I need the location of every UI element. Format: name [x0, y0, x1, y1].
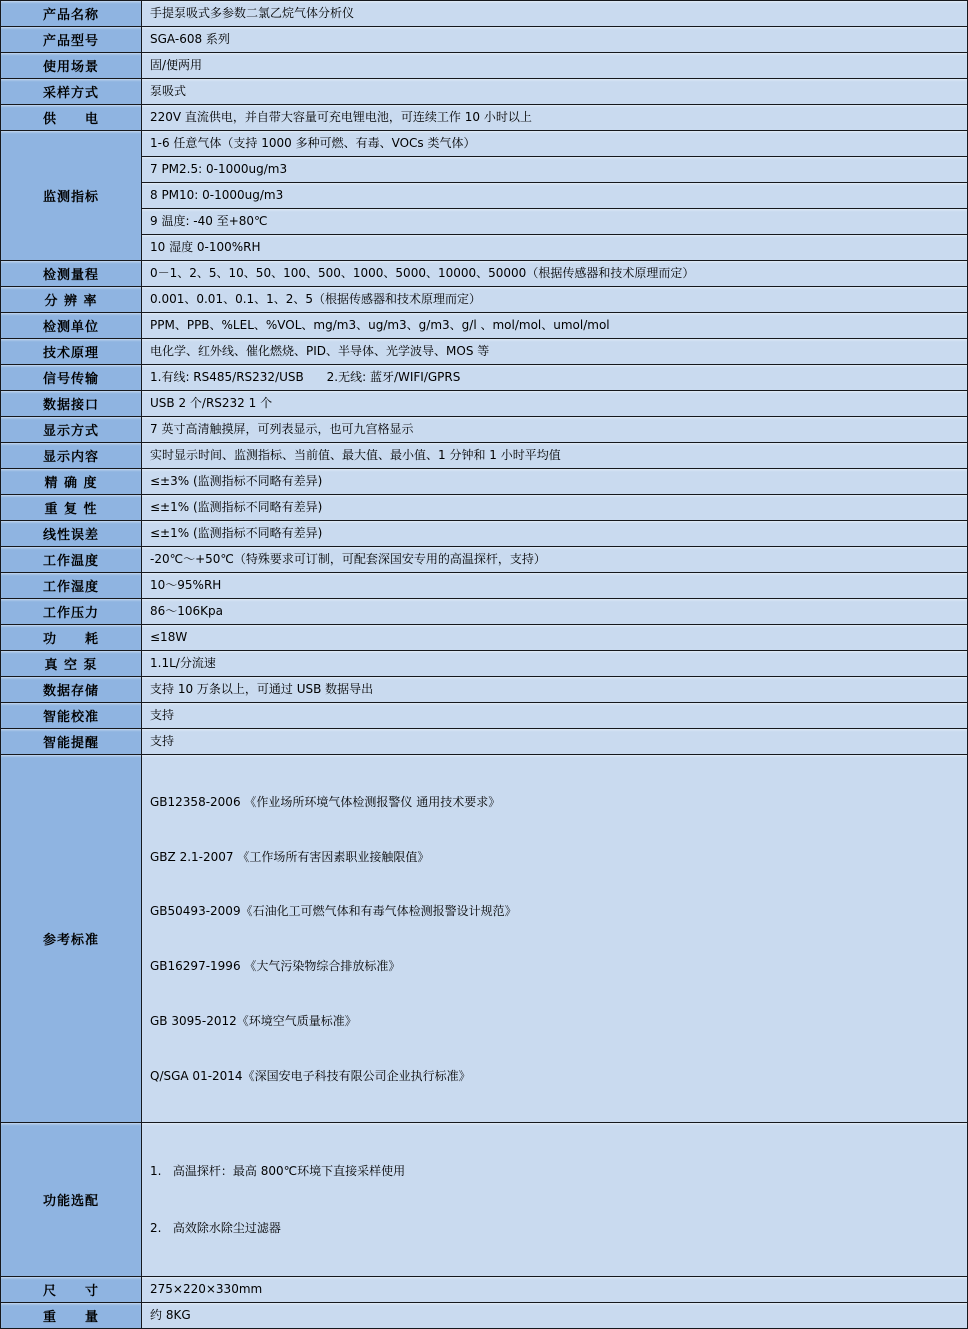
row-value: -20℃～+50℃（特殊要求可订制，可配套深国安专用的高温探杆，支持） [142, 547, 968, 573]
table-row [1, 469, 968, 495]
table-row-monitoring [1, 157, 968, 183]
table-row [1, 391, 968, 417]
row-label: 检测单位 [1, 313, 142, 339]
row-value-multiline [142, 755, 968, 1123]
table-row [1, 313, 968, 339]
row-value: 10～95%RH [142, 573, 968, 599]
row-label: 产品型号 [1, 27, 142, 53]
row-label: 信号传输 [1, 365, 142, 391]
row-label: 检测量程 [1, 261, 142, 287]
table-row [1, 105, 968, 131]
row-value: 支持 [142, 703, 968, 729]
row-value: 实时显示时间、监测指标、当前值、最大值、最小值、1 分钟和 1 小时平均值 [142, 443, 968, 469]
row-subvalue: 8 PM10: 0-1000ug/m3 [142, 183, 968, 209]
table-row-reference-standards [1, 755, 968, 1123]
row-label: 线性误差 [1, 521, 142, 547]
table-row [1, 417, 968, 443]
row-label: 参考标准 [1, 755, 142, 1123]
table-row [1, 625, 968, 651]
row-value: 0.001、0.01、0.1、1、2、5（根据传感器和技术原理而定） [142, 287, 968, 313]
table-row [1, 1, 968, 27]
standard-line: GB50493-2009《石油化工可燃气体和有毒气体检测报警设计规范》 [150, 904, 517, 919]
row-value: 86～106Kpa [142, 599, 968, 625]
row-label: 显示内容 [1, 443, 142, 469]
table-row [1, 677, 968, 703]
row-value: 手提泵吸式多参数二氯乙烷气体分析仪 [142, 1, 968, 27]
row-value: 支持 [142, 729, 968, 755]
table-row-monitoring [1, 209, 968, 235]
table-row [1, 729, 968, 755]
table-row [1, 365, 968, 391]
row-label: 工作压力 [1, 599, 142, 625]
table-row [1, 1276, 968, 1302]
row-subvalue: 9 温度: -40 至+80℃ [142, 209, 968, 235]
row-label: 供 电 [1, 105, 142, 131]
row-label: 功 耗 [1, 625, 142, 651]
row-label: 智能校准 [1, 703, 142, 729]
row-label: 重 复 性 [1, 495, 142, 521]
row-label: 使用场景 [1, 53, 142, 79]
table-row [1, 547, 968, 573]
table-row [1, 53, 968, 79]
row-subvalue: 7 PM2.5: 0-1000ug/m3 [142, 157, 968, 183]
table-row [1, 443, 968, 469]
row-label: 尺 寸 [1, 1276, 142, 1302]
row-label: 真 空 泵 [1, 651, 142, 677]
table-row [1, 261, 968, 287]
row-subvalue: 1-6 任意气体（支持 1000 多种可燃、有毒、VOCs 类气体） [142, 131, 968, 157]
table-row-optional-features [1, 1123, 968, 1276]
row-value: PPM、PPB、%LEL、%VOL、mg/m3、ug/m3、g/m3、g/l 、mol/mol、umol/mol [142, 313, 968, 339]
row-label: 技术原理 [1, 339, 142, 365]
table-row [1, 495, 968, 521]
row-value: USB 2 个/RS232 1 个 [142, 391, 968, 417]
row-value: 7 英寸高清触摸屏，可列表显示，也可九宫格显示 [142, 417, 968, 443]
table-row-monitoring [1, 131, 968, 157]
table-row [1, 573, 968, 599]
row-value: 220V 直流供电，并自带大容量可充电锂电池，可连续工作 10 小时以上 [142, 105, 968, 131]
table-row-monitoring [1, 183, 968, 209]
row-label: 产品名称 [1, 1, 142, 27]
row-value-multiline [142, 1123, 968, 1276]
table-row [1, 521, 968, 547]
row-label: 分 辨 率 [1, 287, 142, 313]
row-value: ≤±3% (监测指标不同略有差异) [142, 469, 968, 495]
row-label: 显示方式 [1, 417, 142, 443]
table-row [1, 651, 968, 677]
row-label: 数据接口 [1, 391, 142, 417]
row-value: 0－1、2、5、10、50、100、500、1000、5000、10000、50000（根据传感器和技术原理而定） [142, 261, 968, 287]
table-row [1, 27, 968, 53]
table-row [1, 339, 968, 365]
row-label: 精 确 度 [1, 469, 142, 495]
row-value: 1.有线: RS485/RS232/USB 2.无线: 蓝牙/WIFI/GPRS [142, 365, 968, 391]
row-value: 支持 10 万条以上，可通过 USB 数据导出 [142, 677, 968, 703]
option-line: 1. 高温探杆：最高 800℃环境下直接采样使用 [150, 1164, 406, 1179]
row-label: 采样方式 [1, 79, 142, 105]
row-value: ≤±1% (监测指标不同略有差异) [142, 495, 968, 521]
standard-line: GB16297-1996 《大气污染物综合排放标准》 [150, 959, 401, 974]
standard-line: GBZ 2.1-2007 《工作场所有害因素职业接触限值》 [150, 849, 430, 864]
table-row-monitoring [1, 235, 968, 261]
row-label: 功能选配 [1, 1123, 142, 1276]
row-subvalue: 10 湿度 0-100%RH [142, 235, 968, 261]
table-row [1, 79, 968, 105]
table-row [1, 1302, 968, 1328]
standard-line: GB 3095-2012《环境空气质量标准》 [150, 1013, 357, 1028]
row-label: 工作温度 [1, 547, 142, 573]
table-row [1, 287, 968, 313]
row-value: ≤18W [142, 625, 968, 651]
table-row [1, 703, 968, 729]
row-value: SGA-608 系列 [142, 27, 968, 53]
row-value: 1.1L/分流速 [142, 651, 968, 677]
row-value: 固/便两用 [142, 53, 968, 79]
row-label: 重 量 [1, 1302, 142, 1328]
row-label: 数据存储 [1, 677, 142, 703]
row-label: 监测指标 [1, 131, 142, 261]
row-value: 约 8KG [142, 1302, 968, 1328]
standard-line: Q/SGA 01-2014《深国安电子科技有限公司企业执行标准》 [150, 1068, 471, 1083]
table-row [1, 599, 968, 625]
row-value: 电化学、红外线、催化燃烧、PID、半导体、光学波导、MOS 等 [142, 339, 968, 365]
row-label: 智能提醒 [1, 729, 142, 755]
option-line: 2. 高效除水除尘过滤器 [150, 1221, 281, 1236]
row-value: ≤±1% (监测指标不同略有差异) [142, 521, 968, 547]
row-label: 工作湿度 [1, 573, 142, 599]
row-value: 275×220×330mm [142, 1276, 968, 1302]
standard-line: GB12358-2006 《作业场所环境气体检测报警仪 通用技术要求》 [150, 794, 501, 809]
row-value: 泵吸式 [142, 79, 968, 105]
